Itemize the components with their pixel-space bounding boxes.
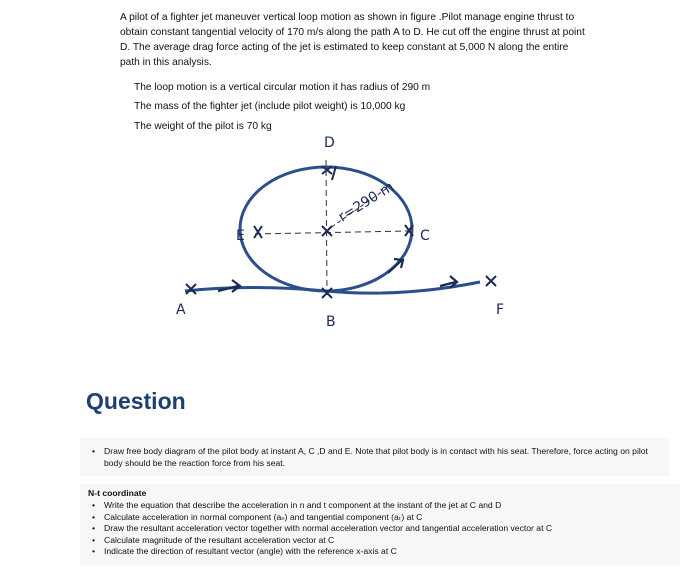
label-b: B xyxy=(326,314,336,330)
list-item: • Draw the resultant acceleration vector together with normal acceleration vector and tangential acceleration vector at C xyxy=(88,523,673,535)
label-e: E xyxy=(236,228,245,244)
nt-list xyxy=(88,500,673,558)
radius-label: r=290 m xyxy=(335,178,397,226)
pilot-weight-statement: The weight of the pilot is 70 kg xyxy=(134,121,272,132)
fbd-list xyxy=(88,446,648,469)
label-a: A xyxy=(176,302,186,318)
nt-heading: N-t coordinate xyxy=(88,488,147,498)
horizontal-diameter xyxy=(255,231,408,234)
intro-paragraph: A pilot of a fighter jet maneuver vertical loop motion as shown in figure .Pilot manage engine thrust to obtain constant tangential velocity of 170 m/s along the path A to D. He cut off the engine thrust at point D. The average drag force acting of the jet is estimated to keep constant at 5,000 N along the entire path in this analysis. xyxy=(120,12,585,68)
list-item: • Calculate magnitude of the resultant acceleration vector at C xyxy=(88,535,673,547)
list-item: • Calculate acceleration in normal component (aₙ) and tangential component (aₜ) at C xyxy=(88,512,673,524)
label-d: D xyxy=(324,135,335,151)
list-item: • Draw free body diagram of the pilot body at instant A, C ,D and E. Note that pilot body is in contact with his seat. Therefore, force acting on pilot body should be the reaction force from his seat. xyxy=(88,446,648,469)
mass-statement: The mass of the fighter jet (include pilot weight) is 10,000 kg xyxy=(134,101,406,112)
radius-statement: The loop motion is a vertical circular motion it has radius of 290 m xyxy=(134,82,431,93)
loop-diagram xyxy=(150,130,550,340)
list-item: • Write the equation that describe the acceleration in n and t component at the instant of the jet at C and D xyxy=(88,500,673,512)
point-marks xyxy=(186,166,496,298)
arrow-c xyxy=(388,259,403,273)
arrow-a xyxy=(218,280,240,292)
label-f: F xyxy=(496,302,505,318)
vertical-diameter xyxy=(326,160,327,295)
label-c: C xyxy=(420,228,430,244)
list-item: • Indicate the direction of resultant vector (angle) with the reference x-axis at C xyxy=(88,546,673,558)
problem-statement xyxy=(120,10,590,70)
question-title: Question xyxy=(86,388,186,414)
